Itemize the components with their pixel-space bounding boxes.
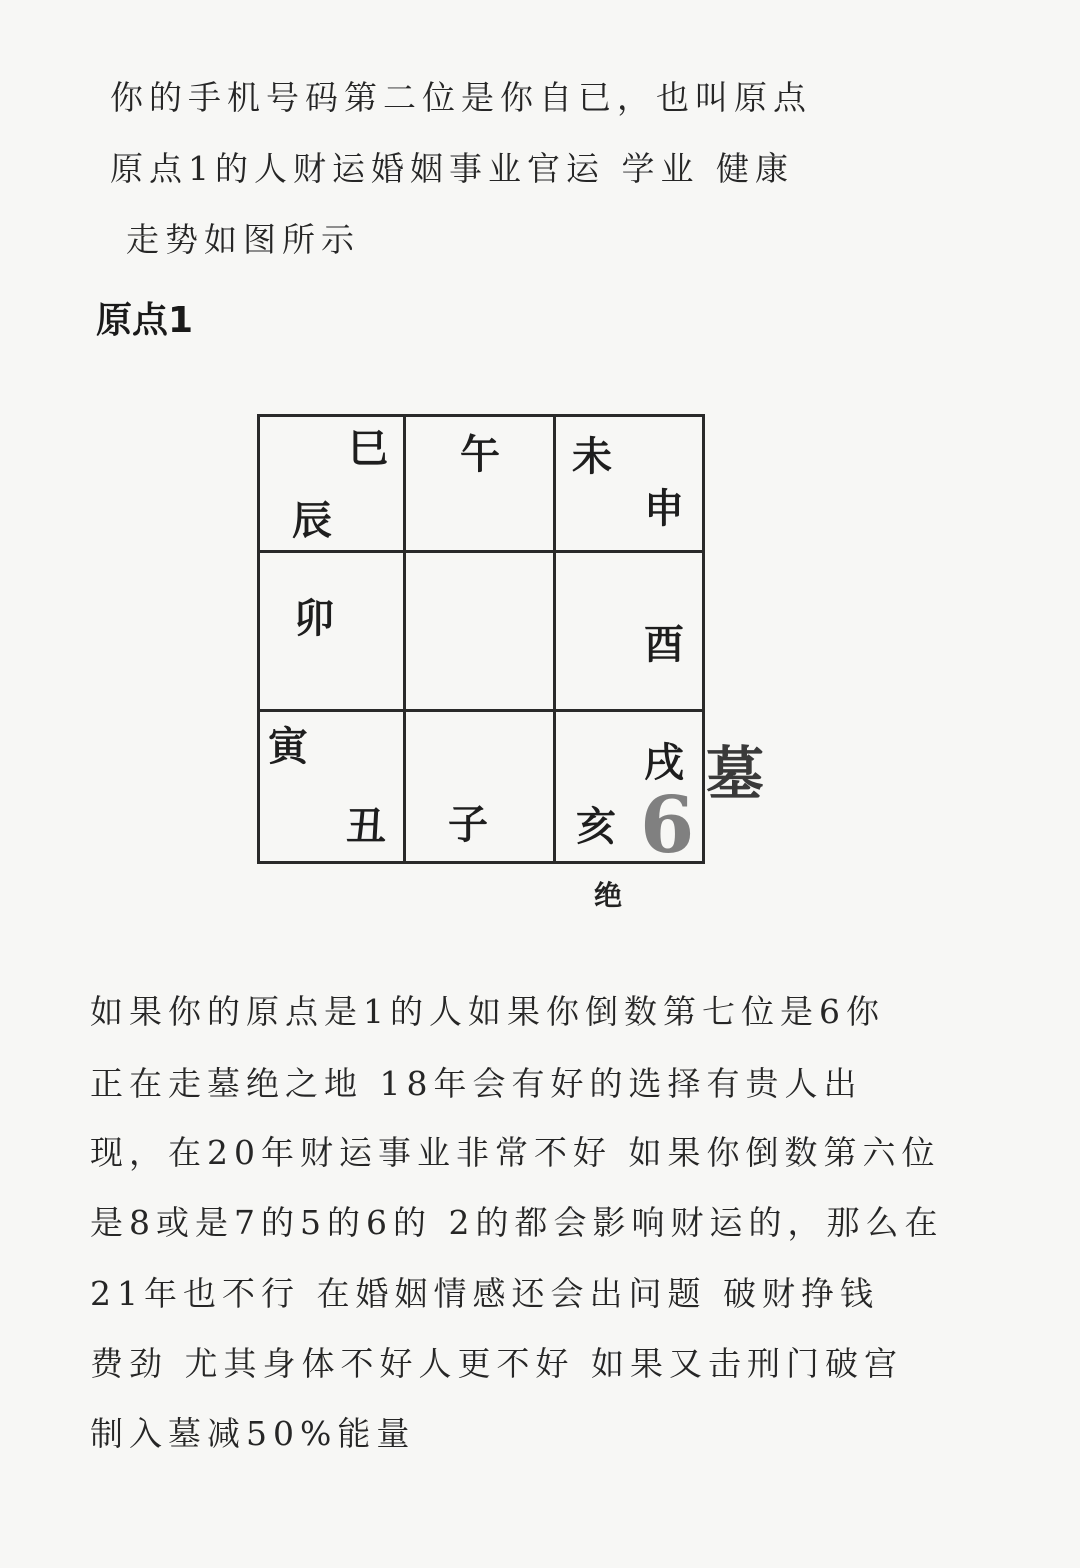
branch-chen: 辰 — [292, 498, 332, 544]
intro-line-1: 你的手机号码第二位是你自已，也叫原点 — [110, 78, 812, 117]
branch-you: 酉 — [644, 622, 684, 668]
tomb-label: 墓 — [706, 740, 765, 808]
jue-label: 绝 — [594, 879, 623, 912]
branch-si: 巳 — [348, 426, 388, 472]
branch-hai: 亥 — [576, 804, 616, 850]
section-heading: 原点1 — [96, 300, 194, 341]
grid-divider — [260, 709, 702, 712]
branch-wu: 午 — [460, 432, 500, 478]
body-line-1: 如果你的原点是1的人如果你倒数第七位是6你 — [90, 992, 885, 1031]
branch-mao: 卯 — [294, 596, 334, 642]
branch-wei: 未 — [572, 434, 612, 480]
intro-line-3: 走势如图所示 — [126, 220, 360, 259]
branch-zi: 子 — [448, 802, 488, 848]
body-line-6: 费劲 尤其身体不好人更不好 如果又击刑门破宫 — [90, 1344, 903, 1383]
branch-shen: 申 — [644, 486, 684, 532]
grid-divider — [260, 550, 702, 553]
branch-yin: 寅 — [268, 724, 308, 770]
branch-chou: 丑 — [346, 804, 386, 850]
body-line-5: 21年也不行 在婚姻情感还会出问题 破财挣钱 — [90, 1274, 879, 1313]
branch-xu: 戌 — [644, 740, 684, 786]
branch-grid — [257, 414, 705, 871]
intro-line-2: 原点1的人财运婚姻事业官运 学业 健康 — [110, 149, 794, 188]
grid-divider — [553, 417, 556, 861]
grid-divider — [403, 417, 406, 861]
body-line-4: 是8或是7的5的6的 2的都会影响财运的，那么在 — [90, 1203, 944, 1242]
body-line-2: 正在走墓绝之地 18年会有好的选择有贵人出 — [90, 1064, 863, 1103]
body-line-3: 现，在20年财运事业非常不好 如果你倒数第六位 — [90, 1133, 941, 1172]
body-line-7: 制入墓减50%能量 — [90, 1414, 416, 1453]
number-six: 6 — [640, 780, 695, 871]
